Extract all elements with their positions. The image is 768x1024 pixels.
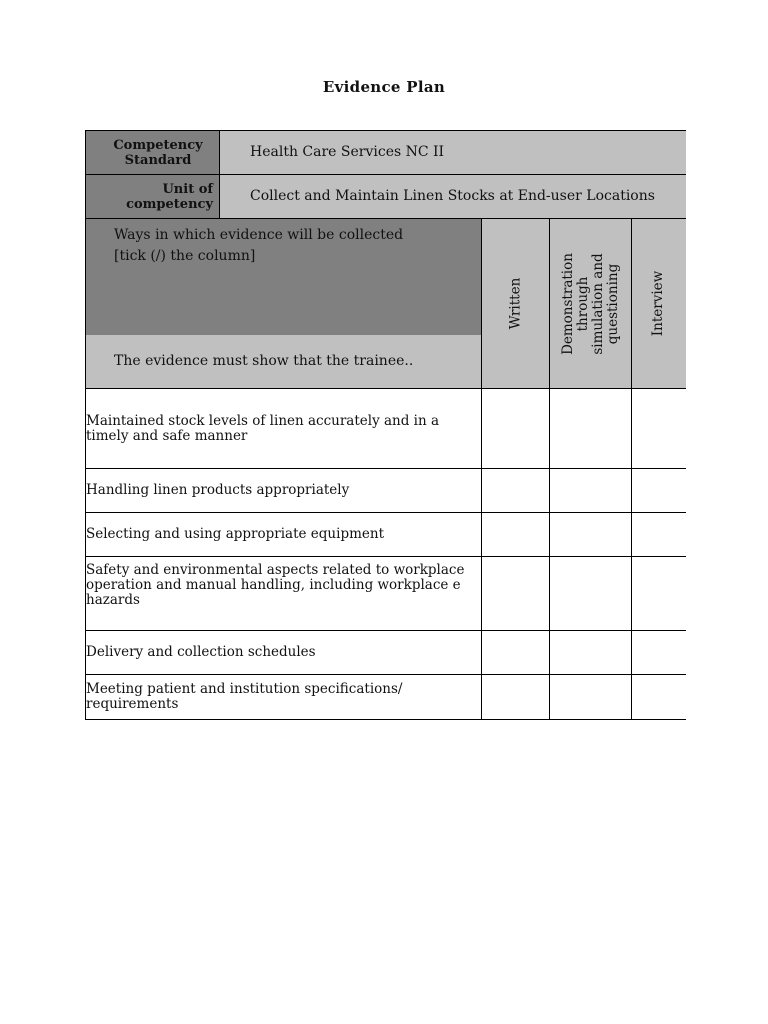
criterion-row-1 [86,389,482,469]
column-header-written [482,219,550,389]
evidence-methods-line-1: Ways in which evidence will be collected [114,227,404,243]
evidence-must-show-text: The evidence must show that the trainee.. [114,353,414,369]
tick-cell-written[interactable] [482,513,550,557]
competency-standard-label-text: Competency Standard [113,137,203,168]
criterion-text: Delivery and collection schedules [86,644,316,660]
tick-cell-interview[interactable] [632,557,686,631]
tick-cell-written[interactable] [482,469,550,513]
tick-cell-written[interactable] [482,631,550,675]
evidence-methods-header [86,219,482,335]
tick-cell-interview[interactable] [632,631,686,675]
tick-cell-demonstration[interactable] [550,469,632,513]
unit-of-competency-label-text: Unit of competency [126,181,213,212]
evidence-must-show-header [86,335,482,389]
column-header-interview-text: Interview [650,270,667,337]
tick-cell-demonstration[interactable] [550,631,632,675]
tick-cell-interview[interactable] [632,513,686,557]
unit-of-competency-value [220,175,686,219]
criterion-text: Handling linen products appropriately [86,482,350,498]
tick-cell-written[interactable] [482,389,550,469]
tick-cell-demonstration[interactable] [550,675,632,719]
evidence-plan-table [85,130,686,720]
column-header-written-text: Written [506,277,523,330]
criterion-text: Selecting and using appropriate equipment [86,526,384,542]
tick-cell-interview[interactable] [632,389,686,469]
criterion-row-3 [86,513,482,557]
criterion-row-2 [86,469,482,513]
unit-of-competency-value-text: Collect and Maintain Linen Stocks at End-user Locations [250,188,655,204]
tick-cell-written[interactable] [482,675,550,719]
criterion-text: Meeting patient and institution specifications/ requirements [86,681,403,712]
tick-cell-demonstration[interactable] [550,389,632,469]
unit-of-competency-label [86,175,220,219]
column-header-interview [632,219,686,389]
page-title: Evidence Plan [322,78,446,96]
tick-cell-demonstration[interactable] [550,513,632,557]
criterion-row-5 [86,631,482,675]
column-header-demonstration [550,219,632,389]
tick-cell-written[interactable] [482,557,550,631]
criterion-row-6 [86,675,482,719]
evidence-methods-line-2: [tick (/) the column] [114,248,256,264]
tick-cell-interview[interactable] [632,675,686,719]
column-header-demonstration-text [561,253,621,355]
column-header-demonstration-label: Demonstration through simulation and questioning [559,252,621,355]
competency-standard-value [220,131,686,175]
competency-standard-value-text: Health Care Services NC II [250,144,445,160]
tick-cell-interview[interactable] [632,469,686,513]
criterion-row-4 [86,557,482,631]
tick-cell-demonstration[interactable] [550,557,632,631]
criterion-text: Maintained stock levels of linen accurately and in a timely and safe manner [86,412,440,444]
criterion-text: Safety and environmental aspects related to workplace operation and manual handling, including workplace e hazards [86,562,465,608]
competency-standard-label [86,131,220,175]
